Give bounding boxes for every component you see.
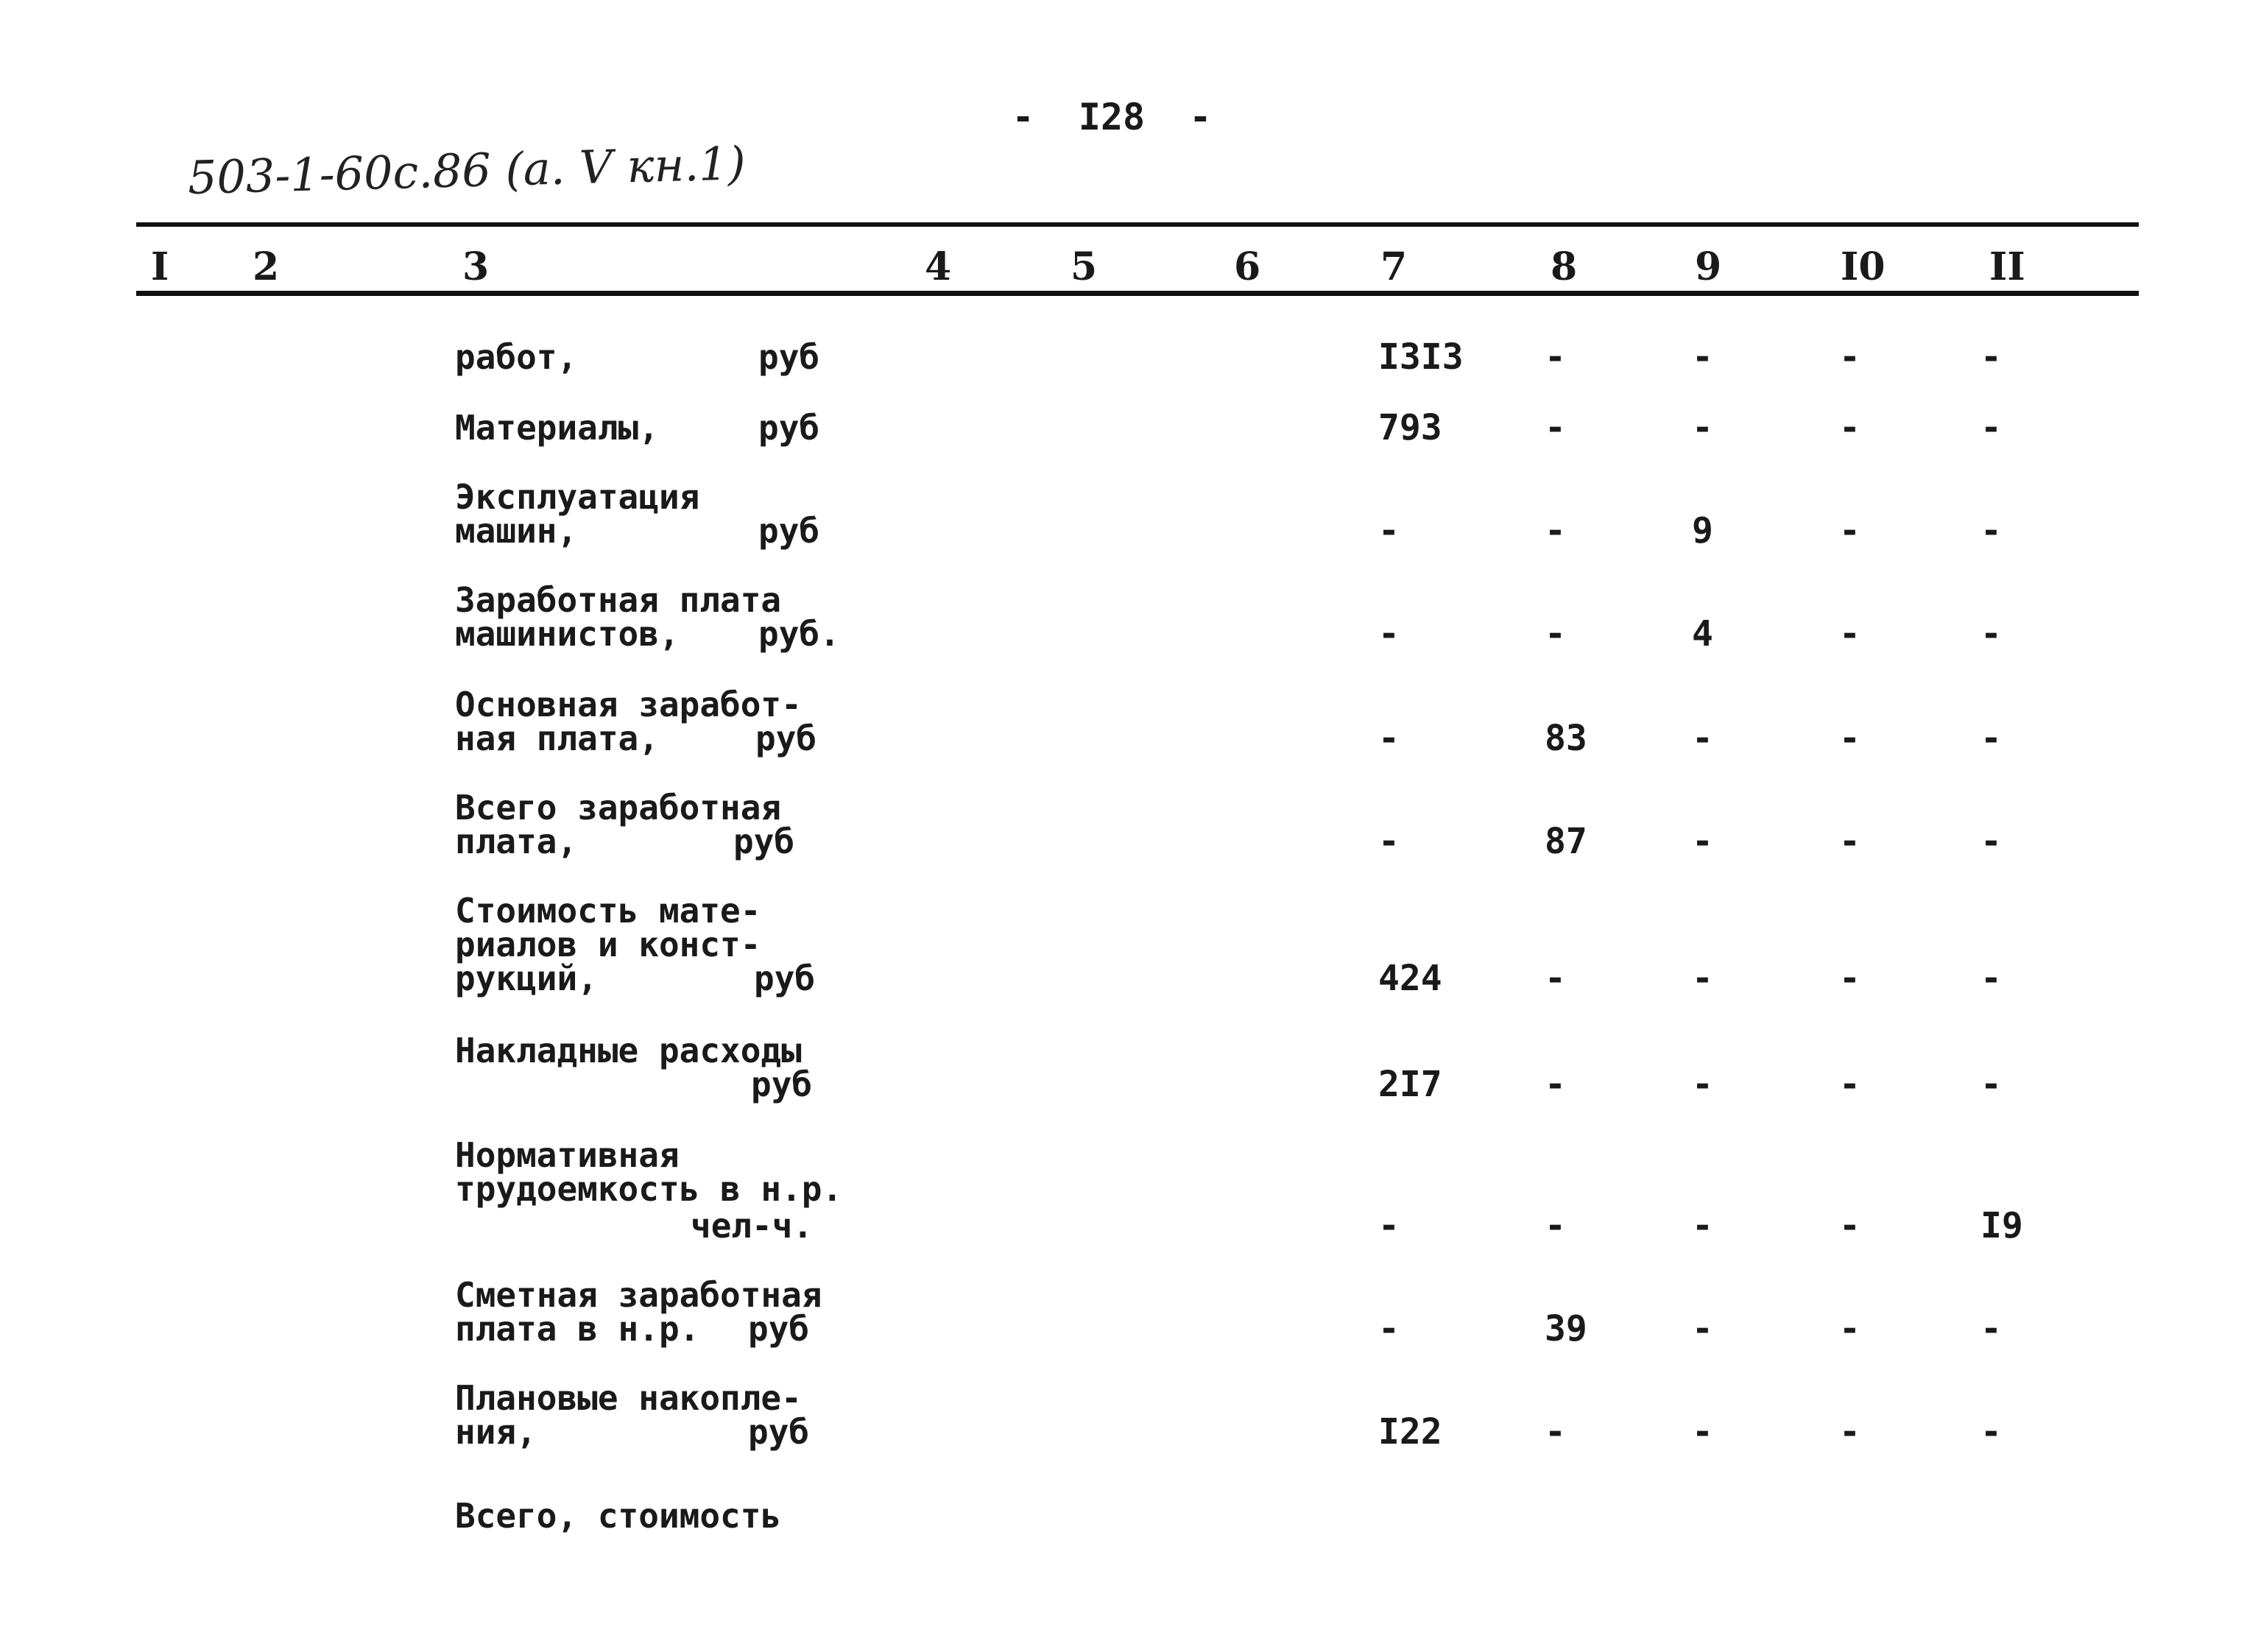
cell-col9: -	[1692, 718, 1713, 759]
cell-col11: -	[1980, 958, 2002, 999]
cell-col9: 9	[1692, 510, 1713, 551]
row-label: Плановые накопле- ния,	[455, 1378, 802, 1452]
cell-col11: I9	[1980, 1205, 2023, 1246]
cell-col10: -	[1839, 613, 1860, 654]
cell-col9: -	[1692, 1308, 1713, 1349]
cell-col8: 39	[1545, 1308, 1587, 1349]
column-header-9: 9	[1695, 244, 1722, 289]
cell-col7: 2I7	[1378, 1064, 1442, 1105]
row-label: Всего заработная плата,	[455, 788, 782, 861]
column-header-4: 4	[925, 244, 952, 289]
cell-col7: I22	[1378, 1411, 1442, 1452]
cell-col10: -	[1839, 718, 1860, 759]
cell-col9: -	[1692, 958, 1713, 999]
row-unit: руб	[758, 511, 820, 551]
page-number: - I28 -	[1012, 96, 1212, 138]
cell-col7: -	[1378, 510, 1400, 551]
row-label: Материалы,	[455, 408, 659, 448]
column-header-1: I	[151, 244, 169, 289]
table-header-rule	[136, 291, 2139, 296]
cell-col11: -	[1980, 336, 2002, 378]
cell-col9: -	[1692, 1411, 1713, 1452]
cell-col8: -	[1545, 1411, 1566, 1452]
cell-col9: -	[1692, 407, 1713, 448]
cell-col7: I3I3	[1378, 336, 1464, 378]
cell-col7: -	[1378, 613, 1400, 654]
row-label: Всего, стоимость	[455, 1496, 782, 1536]
cell-col11: -	[1980, 407, 2002, 448]
handwritten-doc-code: 503-1-60с.86 (а. V кн.1)	[187, 136, 747, 205]
column-header-5: 5	[1070, 244, 1098, 289]
row-unit: руб	[754, 959, 816, 998]
cell-col10: -	[1839, 1205, 1860, 1246]
cell-col11: -	[1980, 510, 2002, 551]
cell-col9: -	[1692, 336, 1713, 378]
cell-col10: -	[1839, 1308, 1860, 1349]
row-unit: руб	[733, 822, 795, 861]
row-unit: руб	[748, 1309, 810, 1349]
column-header-2: 2	[253, 244, 280, 289]
row-unit: руб	[751, 1065, 813, 1104]
cell-col8: -	[1545, 958, 1566, 999]
cell-col8: -	[1545, 510, 1566, 551]
cell-col7: 793	[1378, 407, 1442, 448]
row-label: Заработная плата машинистов,	[455, 580, 782, 654]
cell-col10: -	[1839, 1411, 1860, 1452]
cell-col9: 4	[1692, 613, 1713, 654]
column-header-8: 8	[1551, 244, 1578, 289]
cell-col9: -	[1692, 1205, 1713, 1246]
cell-col8: -	[1545, 613, 1566, 654]
row-unit: руб	[755, 719, 817, 758]
cell-col10: -	[1839, 1064, 1860, 1105]
cell-col7: -	[1378, 718, 1400, 759]
cell-col8: -	[1545, 1205, 1566, 1246]
cell-col11: -	[1980, 718, 2002, 759]
row-unit: руб	[748, 1412, 810, 1452]
cell-col7: -	[1378, 1308, 1400, 1349]
cell-col10: -	[1839, 958, 1860, 999]
row-label: Эксплуатация машин,	[455, 477, 700, 551]
cell-col8: -	[1545, 407, 1566, 448]
column-header-7: 7	[1380, 244, 1408, 289]
cell-col11: -	[1980, 1064, 2002, 1105]
row-label: Основная заработ- ная плата,	[455, 685, 802, 758]
row-unit: руб.	[758, 614, 840, 654]
row-label: Сметная заработная плата в н.р.	[455, 1275, 822, 1349]
table-top-rule	[136, 222, 2139, 227]
row-label: Накладные расходы	[455, 1031, 802, 1070]
cell-col7: -	[1378, 821, 1400, 862]
row-unit: руб	[758, 337, 820, 377]
cell-col10: -	[1839, 510, 1860, 551]
cell-col7: 424	[1378, 958, 1442, 999]
cell-col8: 83	[1545, 718, 1587, 759]
cell-col8: -	[1545, 336, 1566, 378]
cell-col8: 87	[1545, 821, 1587, 862]
cell-col8: -	[1545, 1064, 1566, 1105]
row-label: работ,	[455, 337, 578, 377]
row-label: Стоимость мате- риалов и конст- рукций,	[455, 891, 761, 998]
cell-col10: -	[1839, 407, 1860, 448]
column-header-3: 3	[462, 244, 490, 289]
cell-col11: -	[1980, 1308, 2002, 1349]
cell-col9: -	[1692, 1064, 1713, 1105]
row-label: Нормативная трудоемкость в н.р.	[455, 1135, 843, 1209]
cell-col11: -	[1980, 821, 2002, 862]
cell-col9: -	[1692, 821, 1713, 862]
row-unit: чел-ч.	[691, 1206, 814, 1246]
cell-col7: -	[1378, 1205, 1400, 1246]
cell-col11: -	[1980, 1411, 2002, 1452]
column-header-10: I0	[1841, 244, 1886, 289]
cell-col11: -	[1980, 613, 2002, 654]
cell-col10: -	[1839, 336, 1860, 378]
column-header-6: 6	[1234, 244, 1261, 289]
cell-col10: -	[1839, 821, 1860, 862]
row-unit: руб	[758, 408, 820, 448]
column-header-11: II	[1989, 244, 2025, 289]
